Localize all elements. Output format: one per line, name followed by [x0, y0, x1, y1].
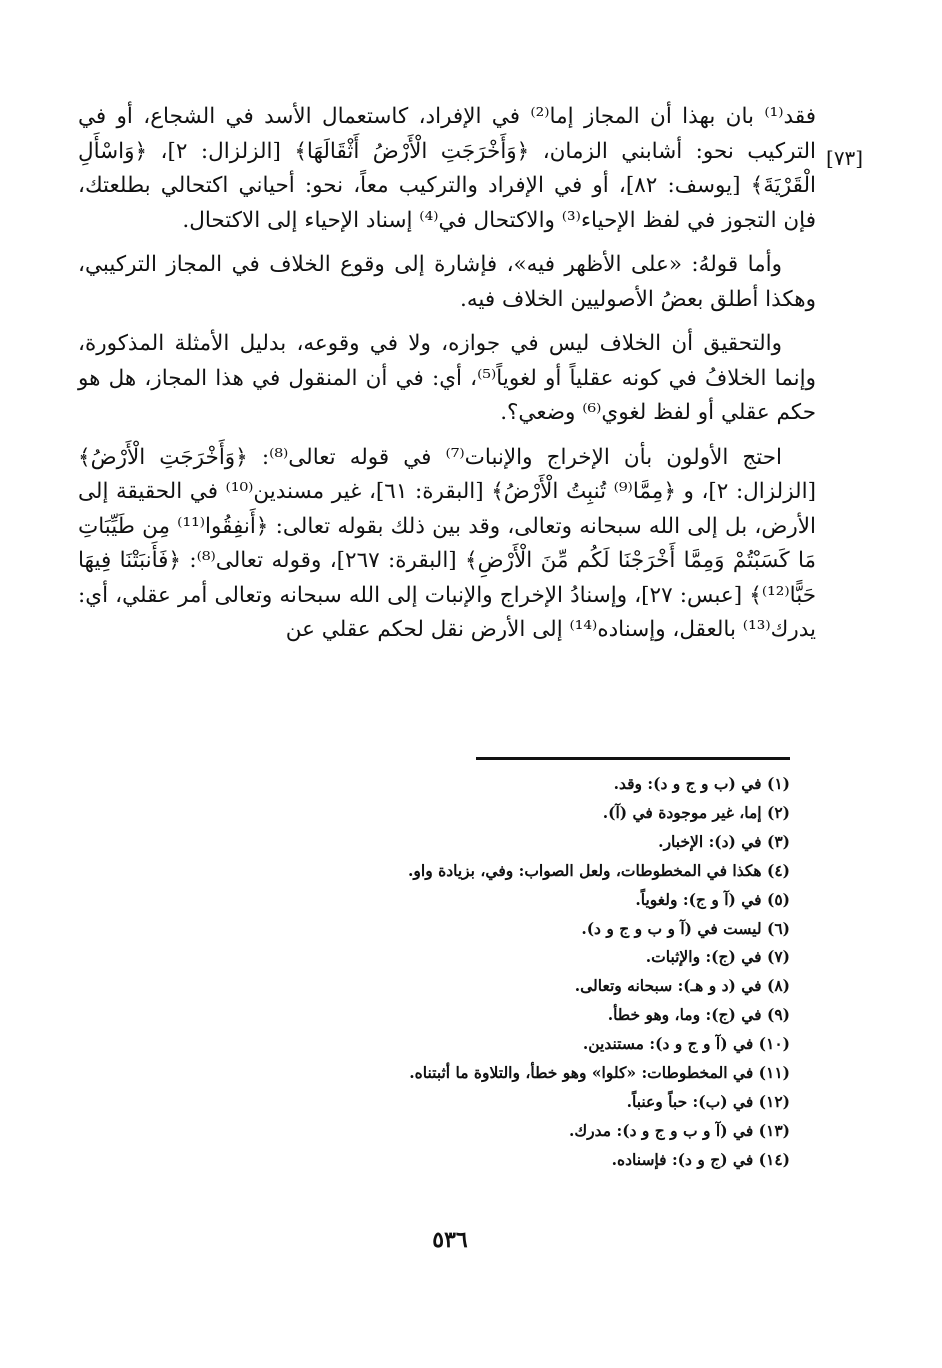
footnote-separator [476, 757, 790, 760]
paragraph-3: والتحقيق أن الخلاف ليس في جوازه، ولا في وقوعه، بدليل الأمثلة المذكورة، وإنما الخلافُ في كونه عقلياً أو لغوياً⁽⁵⁾، أي: في أن المنقول في هذا المجاز، هل هو حكم عقلي أو لفظ لغوي⁽⁶⁾ وضعي؟. [78, 331, 816, 425]
footnote-11: (١١) في المخطوطات: «كلوا» وهو خطأ، والتلاوة ما أثبتناه. [409, 1063, 790, 1083]
paragraph-2: وأما قولهُ: «على الأظهر فيه»، فإشارة إلى وقوع الخلاف في المجاز التركيبي، وهكذا أطلق بعضُ الأصوليين الخلاف فيه. [78, 252, 816, 312]
footnote-13: (١٣) في (آ و ب و ج و د): مدرك. [569, 1120, 790, 1140]
margin-reference: [٧٣] [826, 146, 864, 170]
footnote-14: (١٤) في (ج و د): فإسناده. [611, 1149, 790, 1169]
paragraph-1: فقد⁽¹⁾ بان بهذا أن المجاز إما⁽²⁾ في الإفراد، كاستعمال الأسد في الشجاع، أو في التركيب نحو: أشابني الزمان، ﴿وَأَخْرَجَتِ الْأَرْضُ أَثْقَالَهَا﴾ [الزلزال: ٢]، ﴿وَاسْأَلِ الْقَرْيَةَ﴾ [يوسف: ٨٢]، أو في الإفراد والتركيب معاً، نحو: أحياني اكتحالي بطلعتك، فإن التجوز في لفظ الإحياء⁽³⁾ والاكتحال في⁽⁴⁾ إسناد الإحياء إلى الاكتحال. [78, 104, 817, 233]
footnote-1: (١) في (ب و ج و د): وقد. [613, 774, 790, 793]
paragraph-4: احتج الأولون بأن الإخراج والإنبات⁽⁷⁾ في قوله تعالى⁽⁸⁾: ﴿وَأَخْرَجَتِ الْأَرْضُ﴾ [الزلزال: ٢]، و ﴿مِمَّا⁽⁹⁾ تُنبِتُ الْأَرْضُ﴾ [البقرة: ٦١]، غير مسندين⁽¹⁰⁾ في الحقيقة إلى الأرض، بل إلى الله سبحانه وتعالى، وقد بين ذلك بقوله تعالى: ﴿أَنفِقُوا⁽¹¹⁾ مِن طَيِّبَاتِ مَا كَسَبْتُمْ وَمِمَّا أَخْرَجْنَا لَكُم مِّنَ الْأَرْضِ﴾ [البقرة: ٢٦٧]، وقوله تعالى⁽⁸⁾: ﴿فَأَنبَتْنَا فِيهَا حَبًّا⁽¹²⁾﴾ [عبس: ٢٧]، وإسنادُ الإخراج والإنبات إلى الله سبحانه وتعالى أمر عقلي، أي: يدرك⁽¹³⁾ بالعقل، وإسناده⁽¹⁴⁾ إلى الأرض نقل لحكم عقلي عن [78, 444, 817, 642]
footnote-6: (٦) ليست في (آ و ب و ج و د). [581, 918, 790, 938]
footnote-8: (٨) في (د و هـ): سبحانه وتعالى. [574, 976, 790, 996]
footnotes [200, 770, 790, 1175]
page-number: ٥٣٦ [432, 1227, 468, 1253]
footnote-7: (٧) في (ج): والإثبات. [645, 947, 790, 967]
footnote-9: (٩) في (ج): وما، وهو خطأ. [607, 1005, 790, 1025]
main-text [78, 100, 816, 658]
footnote-10: (١٠) في (آ و ج و د): مستندين. [582, 1034, 790, 1054]
footnote-3: (٣) في (د): الإخبار. [658, 831, 790, 851]
footnote-12: (١٢) في (ب): حباً وعنباً. [626, 1091, 790, 1111]
footnote-5: (٥) في (آ و ج): ولغوياً. [635, 889, 790, 909]
footnote-2: (٢) إما، غير موجودة في (آ). [602, 802, 790, 822]
footnote-4: (٤) هكذا في المخطوطات، ولعل الصواب: وفي، بزيادة واو. [408, 860, 790, 880]
